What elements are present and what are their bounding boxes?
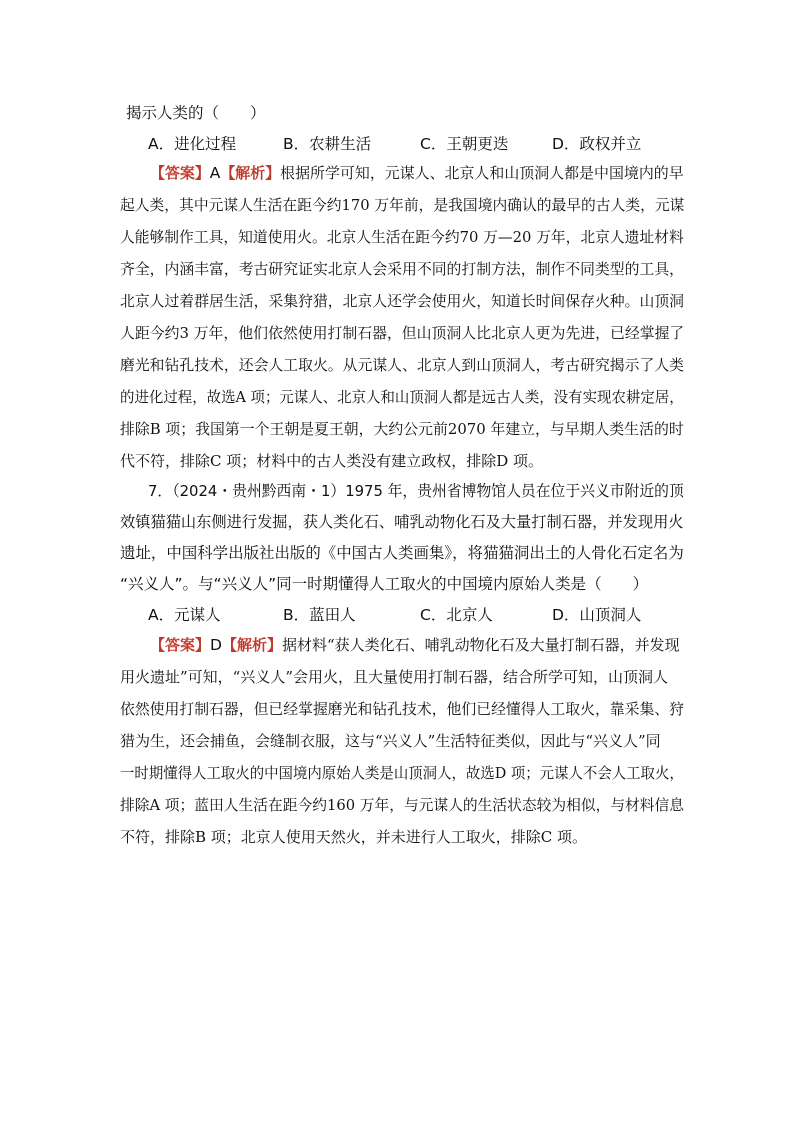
q6-option-b: B．农耕生活 bbox=[283, 135, 372, 153]
q6-analysis-line: 齐全，内涵丰富，考古研究证实北京人会采用不同的打制方法，制作不同类型的工具， bbox=[120, 260, 685, 278]
q6-stem-tail: 揭示人类的（ ） bbox=[126, 104, 266, 122]
q6-analysis-line: 起人类，其中元谋人生活在距今约170 万年前，是我国境内确认的最早的古人类，元谋 bbox=[120, 196, 685, 214]
q6-analysis-line: 代不符，排除C 项；材料中的古人类没有建立政权，排除D 项。 bbox=[120, 452, 544, 470]
q7-analysis-line: 猎为生，还会捕鱼，会缝制衣服，这与“兴义人”生活特征类似，因此与“兴义人”同 bbox=[120, 732, 661, 750]
q7-option-c: C．北京人 bbox=[420, 606, 493, 624]
analysis-tag: 【解析】 bbox=[221, 636, 282, 654]
analysis-tag: 【解析】 bbox=[220, 164, 281, 182]
q7-stem-line: 遗址，中国科学出版社出版的《中国古人类画集》，将猫猫洞出土的人骨化石定名为 bbox=[120, 544, 684, 562]
q6-option-a: A．进化过程 bbox=[148, 135, 237, 153]
analysis-text: 根据所学可知，元谋人、北京人和山顶洞人都是中国境内的早 bbox=[280, 164, 684, 182]
q7-analysis-line bbox=[150, 635, 680, 655]
q7-option-d: D．山顶洞人 bbox=[552, 606, 642, 624]
q7-stem-line: 7．（2024・贵州黔西南・1）1975 年，贵州省博物馆人员在位于兴义市附近的顶 bbox=[148, 482, 684, 500]
q7-option-b: B．蓝田人 bbox=[283, 606, 356, 624]
q6-analysis-line: 北京人过着群居生活，采集狩猎，北京人还学会使用火，知道长时间保存火种。山顶洞 bbox=[120, 292, 685, 310]
q7-stem-line: 效镇猫猫山东侧进行发掘，获人类化石、哺乳动物化石及大量打制石器，并发现用火 bbox=[120, 513, 684, 531]
q7-analysis-line: 不符，排除B 项；北京人使用天然火，并未进行人工取火，排除C 项。 bbox=[120, 828, 588, 846]
answer-tag: 【答案】 bbox=[150, 164, 210, 182]
q6-analysis-line: 人能够制作工具，知道使用火。北京人生活在距今约70 万—20 万年，北京人遗址材料 bbox=[120, 228, 684, 246]
q7-analysis-line: 一时期懂得人工取火的中国境内原始人类是山顶洞人，故选D 项；元谋人不会人工取火， bbox=[120, 764, 684, 782]
q6-analysis-line: 人距今约3 万年，他们依然使用打制石器，但山顶洞人比北京人更为先进，已经掌握了 bbox=[120, 324, 685, 342]
q6-option-d: D．政权并立 bbox=[552, 135, 642, 153]
answer-letter: A bbox=[209, 164, 221, 182]
q6-analysis-line bbox=[150, 163, 684, 183]
q7-analysis-line: 用火遗址”可知，“兴义人”会用火，且大量使用打制石器，结合所学可知，山顶洞人 bbox=[120, 668, 669, 686]
q7-stem-line: “兴义人”。与“兴义人”同一时期懂得人工取火的中国境内原始人类是（ ） bbox=[120, 575, 649, 593]
answer-letter: D bbox=[210, 636, 222, 654]
q7-option-a: A．元谋人 bbox=[148, 606, 221, 624]
q6-analysis-line: 排除B 项；我国第一个王朝是夏王朝，大约公元前2070 年建立，与早期人类生活的时 bbox=[120, 420, 684, 438]
q7-analysis-line: 依然使用打制石器，但已经掌握磨光和钻孔技术，他们已经懂得人工取火，靠采集、狩 bbox=[120, 700, 685, 718]
q7-analysis-line: 排除A 项；蓝田人生活在距今约160 万年，与元谋人的生活状态较为相似，与材料信息 bbox=[120, 796, 685, 814]
q6-option-c: C．王朝更迭 bbox=[420, 135, 509, 153]
q6-analysis-line: 的进化过程，故选A 项；元谋人、北京人和山顶洞人都是远古人类，没有实现农耕定居， bbox=[120, 388, 684, 406]
analysis-text: 据材料“获人类化石、哺乳动物化石及大量打制石器，并发现 bbox=[281, 636, 680, 654]
answer-tag: 【答案】 bbox=[150, 636, 211, 654]
q6-analysis-line: 磨光和钻孔技术，还会人工取火。从元谋人、北京人到山顶洞人，考古研究揭示了人类 bbox=[120, 356, 685, 374]
